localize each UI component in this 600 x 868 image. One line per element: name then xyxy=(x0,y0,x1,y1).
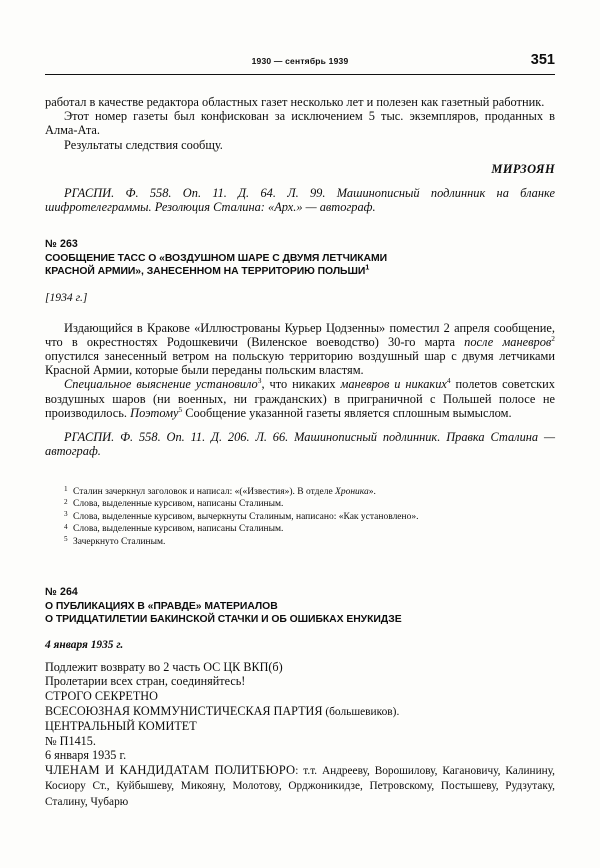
doc-263-body xyxy=(45,312,555,459)
doc-263-p1-italic-a: после маневров xyxy=(464,334,552,349)
running-head xyxy=(45,0,555,86)
protocol-return-note: Подлежит возврату во 2 часть ОС ЦК ВКП(б) xyxy=(45,659,283,674)
doc-263-date: [1934 г.] xyxy=(45,290,88,304)
protocol-committee: ЦЕНТРАЛЬНЫЙ КОМИТЕТ xyxy=(45,719,197,734)
doc-263-p2-italic-c: Поэтому xyxy=(130,405,179,420)
doc-263-title xyxy=(45,252,555,279)
doc-263-p2-italic-a: Специальное выяснение установило xyxy=(64,377,258,392)
footnote-mark: 4 xyxy=(64,522,68,531)
doc-263-p2-mark-4: 4 xyxy=(446,376,451,386)
doc-263-p2-text-a: , что никаких xyxy=(261,377,341,392)
signature-mirzoyan: МИРЗОЯН xyxy=(491,161,555,176)
footnote-item xyxy=(64,486,555,498)
protocol-number: № П1415. xyxy=(45,733,96,748)
footnote-text: Сталин зачеркнул заголовок и написал: «(«Известия»). В отделе xyxy=(73,486,336,497)
footnotes-block xyxy=(45,486,555,548)
doc-264-date: 4 января 1935 г. xyxy=(45,638,124,651)
doc-263-title-line-1: СООБЩЕНИЕ ТАСС О «ВОЗДУШНОМ ШАРЕ С ДВУМЯ ЛЕТЧИКАМИ xyxy=(45,252,388,264)
footnote-text: Слова, выделенные курсивом, вычеркнуты Сталиным, написано: «Как установлено». xyxy=(73,511,419,522)
footnote-text: Слова, выделенные курсивом, написаны Сталиным. xyxy=(73,499,284,510)
footnote-item xyxy=(64,511,555,523)
archive-reference-1: РГАСПИ. Ф. 558. Оп. 11. Д. 64. Л. 99. Машинописный подлинник на бланке шифротелеграммы. Резолюция Сталина: «Арх.» — автограф. xyxy=(45,186,555,215)
footnote-text-italic: Хроника xyxy=(335,486,369,497)
footnote-mark: 3 xyxy=(64,510,68,519)
doc-263-p1-text-b: опустился занесенный ветром на польскую территорию воздушный шар с двумя летчиками Красной Армии, которые были переданы польским властям. xyxy=(45,349,555,378)
protocol-slogan: Пролетарии всех стран, соединяйтесь! xyxy=(45,674,246,689)
doc-263-title-line-2: КРАСНОЙ АРМИИ», ЗАНЕСЕННОМ НА ТЕРРИТОРИЮ ПОЛЬШИ xyxy=(45,266,366,278)
protocol-date: 6 января 1935 г. xyxy=(45,748,127,763)
protocol-party-caps: ВСЕСОЮЗНАЯ КОММУНИСТИЧЕСКАЯ ПАРТИЯ xyxy=(45,703,323,718)
doc-264-title-line-2: О ТРИДЦАТИЛЕТИИ БАКИНСКОЙ СТАЧКИ И ОБ ОШИБКАХ ЕНУКИДЗЕ xyxy=(45,614,402,626)
paragraph-results: Результаты следствия сообщу. xyxy=(64,137,223,152)
doc-263-number: № 263 xyxy=(45,237,78,250)
footnote-text: Зачеркнуто Сталиным. xyxy=(73,536,166,547)
footnote-mark: 1 xyxy=(64,485,68,494)
header-rule xyxy=(45,74,555,75)
doc-263-p2-mark-5: 5 xyxy=(178,404,183,414)
footnote-mark: 2 xyxy=(64,497,68,506)
doc-263-paragraph-2 xyxy=(45,377,555,420)
page-number: 351 xyxy=(530,52,555,68)
doc-263-heading xyxy=(45,238,555,304)
doc-264-title-line-1: О ПУБЛИКАЦИЯХ В «ПРАВДЕ» МАТЕРИАЛОВ xyxy=(45,600,278,612)
paragraph-continued: работал в качестве редактора областных газет несколько лет и полезен как газетный работник. xyxy=(45,95,545,109)
footnote-item xyxy=(64,523,555,535)
doc-263-p2-text-c: Сообщение указанной газеты является сплошным вымыслом. xyxy=(182,405,512,420)
page-content xyxy=(45,0,555,810)
running-head-title: 1930 — сентябрь 1939 xyxy=(251,56,349,66)
protocol-party-paren: (большевиков). xyxy=(322,705,400,718)
doc-264-heading xyxy=(45,586,555,651)
doc-263-p2-text-b: полетов советских воздушных шаров (ни военных, ни гражданских) в приграничной с Польшей полосе не производилось. xyxy=(45,377,555,420)
doc-263-title-footnote-mark: 1 xyxy=(365,262,370,272)
doc-263-p2-mark-3: 3 xyxy=(257,376,262,386)
footnote-text-tail: ». xyxy=(368,486,376,497)
doc-263-p2-italic-b: маневров и никаких xyxy=(340,377,447,392)
doc-263-p1-mark-2: 2 xyxy=(551,333,555,343)
archive-reference-2: РГАСПИ. Ф. 558. Оп. 11. Д. 206. Л. 66. Машинописный подлинник. Правка Сталина — автограф. xyxy=(45,430,555,459)
footnote-item xyxy=(64,536,555,548)
doc-264-number: № 264 xyxy=(45,585,78,598)
protocol-addressee-line xyxy=(45,763,555,810)
doc-264-title xyxy=(45,600,555,627)
footnote-item xyxy=(64,498,555,510)
doc-263-p1-text-a: Издающийся в Кракове «Иллюстрованы Курьер Цодзенны» поместил 2 апреля сообщение, что в окрестностях Родошкевичи (Виленское воеводство) 30-го марта xyxy=(45,320,555,349)
paragraph-confiscation: Этот номер газеты был конфискован за исключением 5 тыс. экземпляров, проданных в Алма-Ата. xyxy=(45,109,555,138)
protocol-secrecy-stamp: СТРОГО СЕКРЕТНО xyxy=(45,688,158,703)
protocol-addressee-caps: ЧЛЕНАМ И КАНДИДАТАМ ПОЛИТБЮРО xyxy=(45,762,296,777)
doc-263-paragraph-1 xyxy=(45,321,555,378)
continued-text-block xyxy=(45,86,555,215)
protocol-party-line xyxy=(45,704,555,720)
protocol-addressee-names: : т.т. Андрееву, Ворошилову, Кагановичу, Калинину, Косиору Ст., Куйбышеву, Микояну, Молотову, Орджоникидзе, Петровскому, Постышеву, Рудзутаку, Сталину, Чубарю xyxy=(45,764,555,809)
doc-264-protocol-block xyxy=(45,660,555,810)
footnote-text: Слова, выделенные курсивом, написаны Сталиным. xyxy=(73,524,284,535)
footnote-mark: 5 xyxy=(64,535,68,543)
